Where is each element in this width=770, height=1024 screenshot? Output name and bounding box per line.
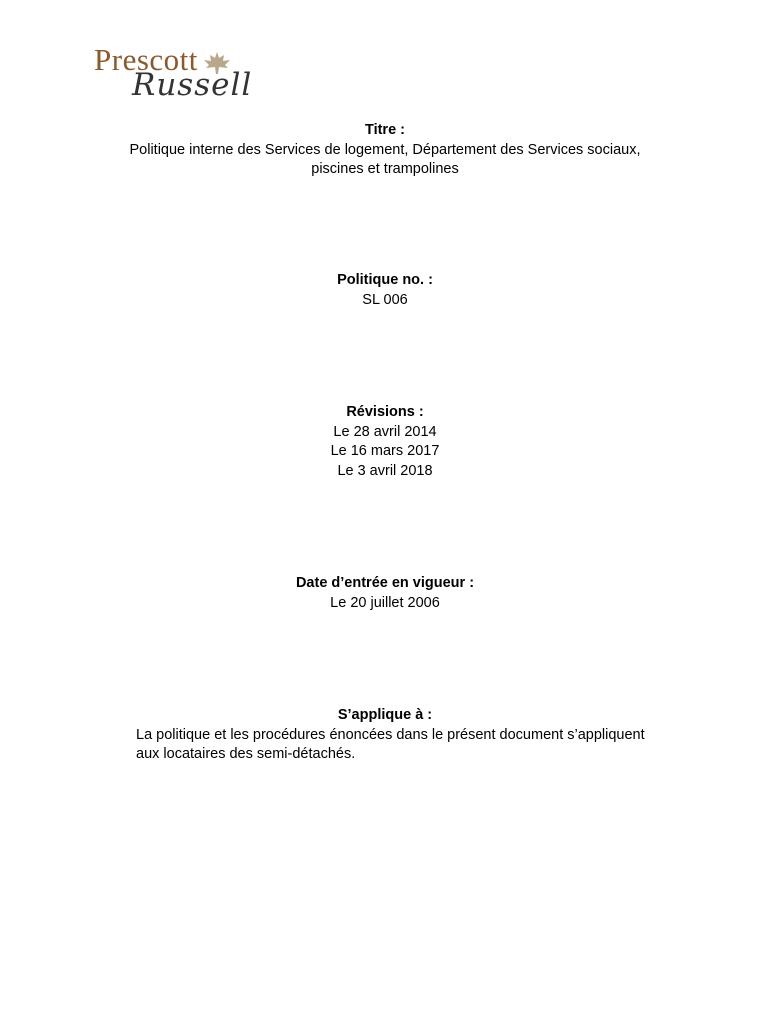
title-line-2: piscines et trampolines — [311, 161, 459, 177]
applies-to-section — [0, 706, 770, 765]
policy-number-section — [0, 271, 770, 310]
title-section — [0, 121, 770, 180]
policy-number-label: Politique no. : — [337, 272, 433, 288]
prescott-russell-logo — [92, 44, 262, 106]
applies-to-line-2: aux locataires des semi-détachés. — [136, 746, 356, 762]
effective-date-section — [0, 574, 770, 613]
logo-line-1: Prescott — [94, 42, 198, 77]
revision-date: Le 28 avril 2014 — [333, 423, 437, 440]
title-line-1: Politique interne des Services de logement, Département des Services sociaux, — [129, 141, 641, 158]
revision-date: Le 3 avril 2018 — [337, 462, 433, 479]
effective-date-label: Date d’entrée en vigueur : — [295, 575, 475, 591]
title-label: Titre : — [364, 122, 406, 138]
revisions-label: Révisions : — [346, 404, 424, 420]
revision-date: Le 16 mars 2017 — [330, 443, 440, 459]
policy-number-value: SL 006 — [362, 291, 408, 308]
applies-to-line-1: La politique et les procédures énoncées dans le présent document s’appliquent — [136, 726, 645, 743]
applies-to-text — [0, 726, 686, 765]
applies-to-label: S’applique à : — [337, 707, 433, 723]
logo-line-2: Russell — [132, 67, 253, 103]
revisions-section — [0, 403, 770, 481]
effective-date-value: Le 20 juillet 2006 — [330, 594, 440, 611]
